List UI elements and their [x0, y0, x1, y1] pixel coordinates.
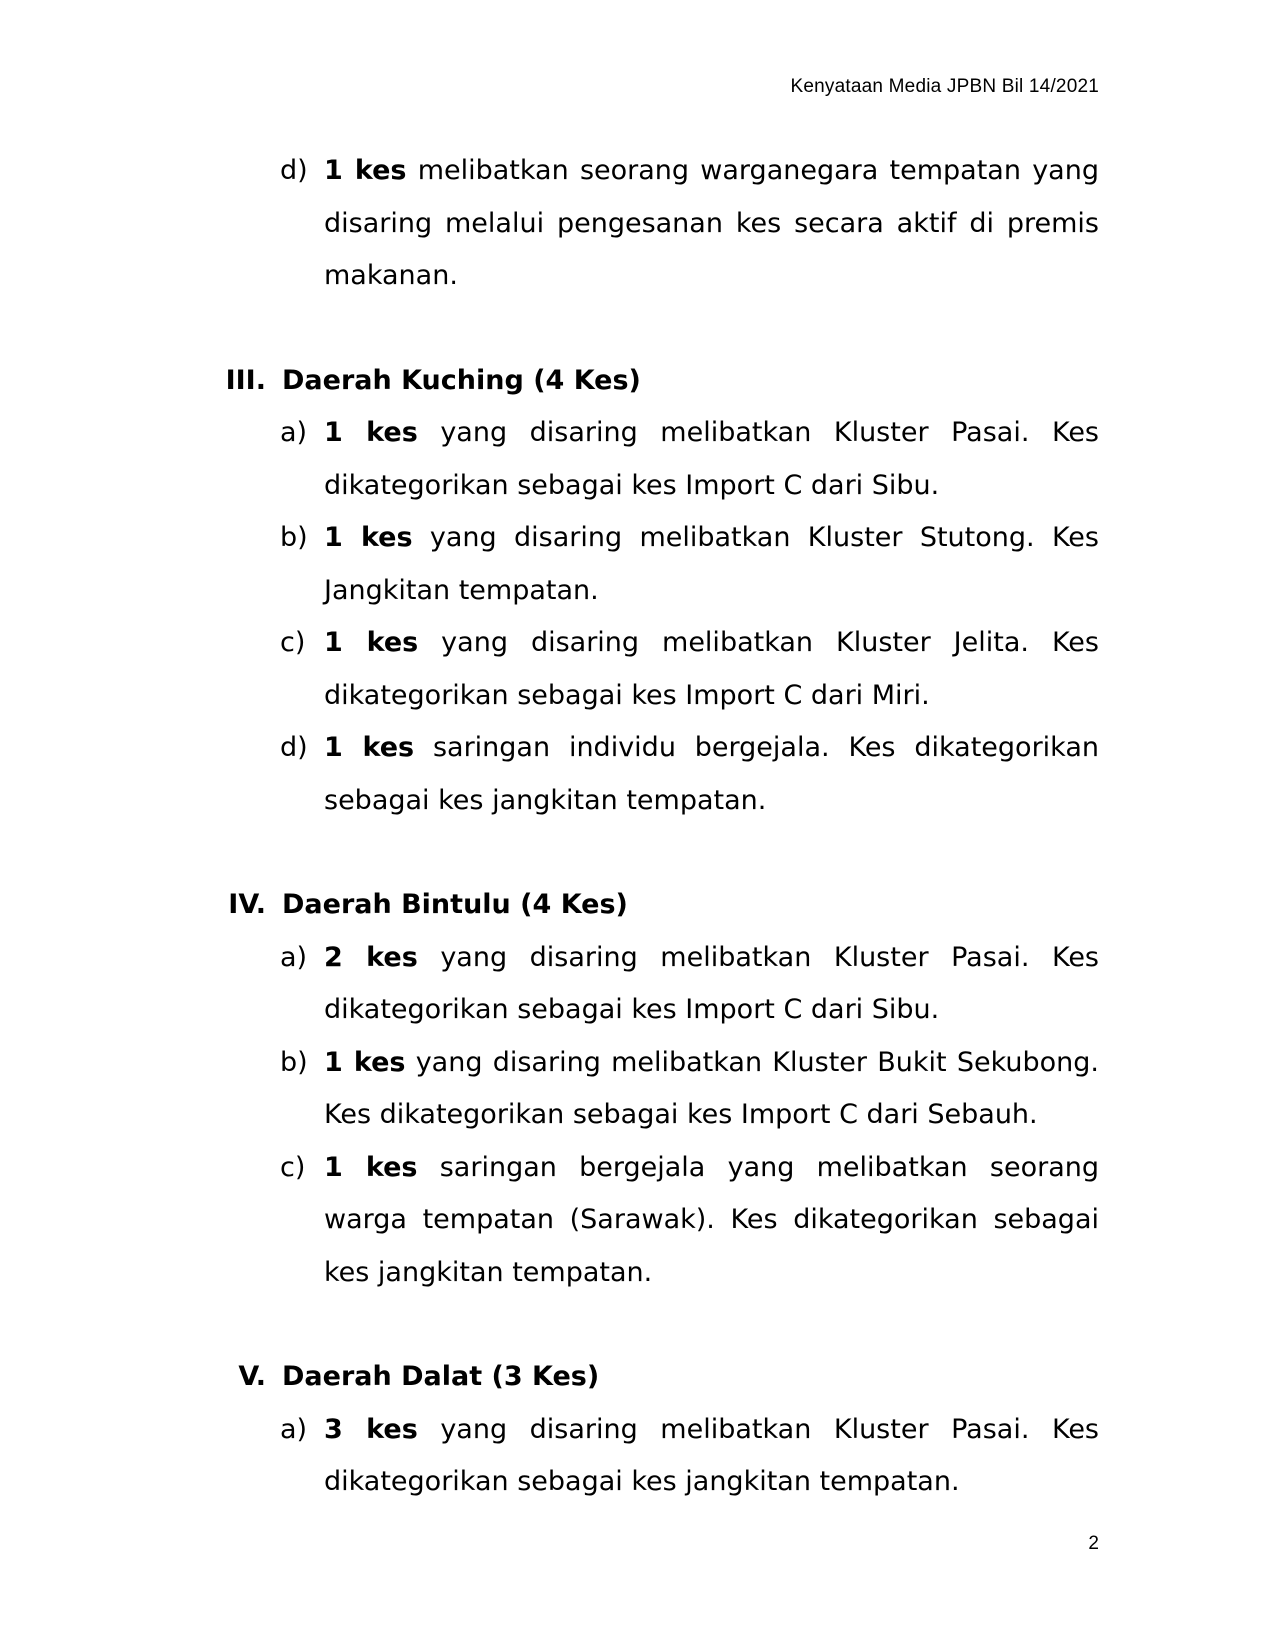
- section-title: Daerah Dalat (3 Kes): [282, 1361, 600, 1392]
- case-count: 1 kes: [324, 417, 418, 448]
- list-item-text: [324, 1404, 1099, 1509]
- case-description: yang disaring melibatkan Kluster Pasai. Kes dikategorikan sebagai kes Import C dari Sibu.: [324, 417, 1099, 501]
- list-item-text: [324, 722, 1099, 827]
- case-count: 1 kes: [324, 155, 407, 186]
- case-description: yang disaring melibatkan Kluster Bukit Sekubong. Kes dikategorikan sebagai kes Import C dari Sebauh.: [324, 1046, 1099, 1130]
- list-item-text: [324, 1037, 1099, 1142]
- list-item-text: [324, 145, 1099, 303]
- section-title: Daerah Bintulu (4 Kes): [282, 889, 628, 920]
- section-numeral: IV.: [228, 889, 266, 920]
- case-count: 2 kes: [324, 941, 418, 973]
- list-item-label: b): [280, 522, 308, 553]
- list-item-label: c): [280, 627, 306, 658]
- list-item-label: b): [280, 1046, 308, 1078]
- list-item-text: [324, 512, 1099, 617]
- section-heading-bintulu: [0, 879, 1275, 932]
- case-count: 1 kes: [324, 1151, 418, 1183]
- case-count: 1 kes: [324, 732, 415, 763]
- list-item-label: a): [280, 1413, 308, 1445]
- list-item: [0, 1142, 1275, 1300]
- case-description: yang disaring melibatkan Kluster Pasai. Kes dikategorikan sebagai kes jangkitan tempatan.: [324, 1413, 1099, 1497]
- case-description: yang disaring melibatkan Kluster Jelita. Kes dikategorikan sebagai kes Import C dari Miri.: [324, 627, 1099, 711]
- case-count: 1 kes: [324, 522, 413, 553]
- list-item: [0, 512, 1275, 617]
- case-description: melibatkan seorang warganegara tempatan yang disaring melalui pengesanan kes secara aktif di premis makanan.: [324, 155, 1099, 291]
- list-item-label: a): [280, 417, 308, 448]
- section-title: Daerah Kuching (4 Kes): [282, 364, 641, 396]
- case-description: saringan individu bergejala. Kes dikategorikan sebagai kes jangkitan tempatan.: [324, 732, 1099, 816]
- list-item-text: [324, 407, 1099, 512]
- section-numeral: V.: [238, 1361, 266, 1392]
- section-numeral: III.: [225, 364, 266, 396]
- list-item: [0, 617, 1275, 722]
- list-item-text: [324, 1142, 1099, 1300]
- section-heading-kuching: [0, 355, 1275, 408]
- list-item-text: [324, 617, 1099, 722]
- list-item-label: c): [280, 1151, 306, 1183]
- case-description: saringan bergejala yang melibatkan seorang warga tempatan (Sarawak). Kes dikategorikan sebagai kes jangkitan tempatan.: [324, 1151, 1099, 1288]
- list-item-label: a): [280, 941, 308, 973]
- list-item: [0, 1404, 1275, 1509]
- list-item-text: [324, 932, 1099, 1037]
- list-item-d: [0, 145, 1275, 303]
- list-item: [0, 932, 1275, 1037]
- page-number: 2: [1088, 1533, 1099, 1554]
- case-description: yang disaring melibatkan Kluster Pasai. Kes dikategorikan sebagai kes Import C dari Sibu.: [324, 941, 1099, 1025]
- case-description: yang disaring melibatkan Kluster Stutong. Kes Jangkitan tempatan.: [324, 522, 1099, 606]
- list-item-label: d): [280, 732, 308, 763]
- document-body: [0, 145, 1275, 1509]
- case-count: 1 kes: [324, 627, 419, 658]
- list-item: [0, 407, 1275, 512]
- document-header: Kenyataan Media JPBN Bil 14/2021: [790, 76, 1099, 97]
- case-count: 3 kes: [324, 1413, 418, 1445]
- list-item: [0, 1037, 1275, 1142]
- case-count: 1 kes: [324, 1046, 406, 1078]
- list-item: [0, 722, 1275, 827]
- section-heading-dalat: [0, 1351, 1275, 1404]
- list-item-label: d): [280, 155, 308, 186]
